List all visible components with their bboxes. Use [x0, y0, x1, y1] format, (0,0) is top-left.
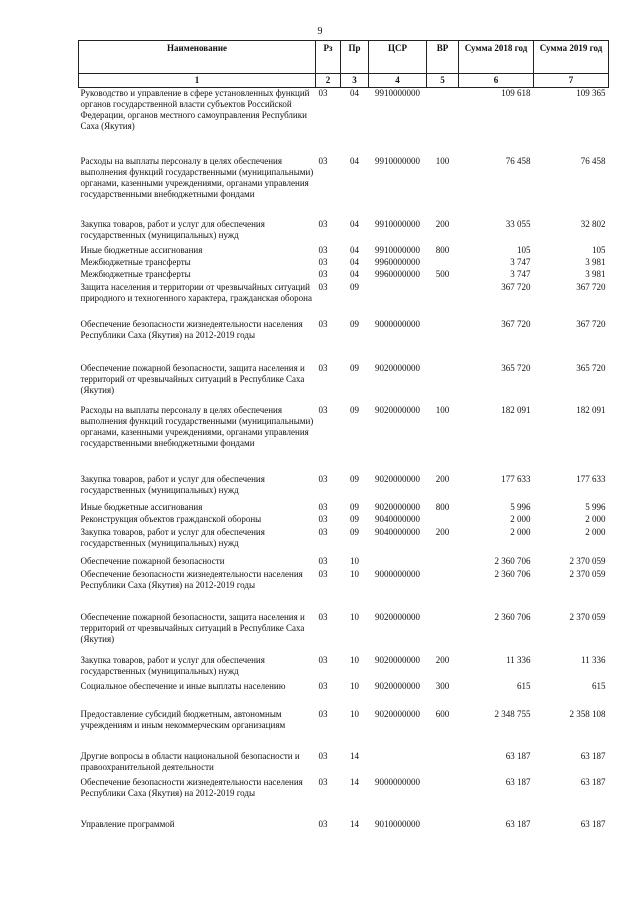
- row-csr: 9020000000: [375, 680, 420, 691]
- row-vr: [427, 88, 459, 156]
- row-name: Расходы на выплаты персоналу в целях обеспечения выполнения функций государственными (муниципальными) органами, казенными учреждениями, органами управления государственными внебюджетными фондами: [80, 404, 314, 448]
- row-vr: [427, 777, 459, 819]
- column-number: 6: [459, 74, 534, 88]
- row-vr: 100: [435, 155, 450, 166]
- row-vr: [427, 556, 459, 569]
- row-sum-2018: 367 720: [501, 281, 531, 292]
- row-sum-2019: 2 370 059: [569, 568, 606, 579]
- row-vr: [427, 612, 459, 655]
- column-number: 2: [316, 74, 341, 88]
- row-name: Руководство и управление в сфере установленных функций органов государственной власти субъектов Российской Федерации, органов местного самоуправления Республики Саха (Якутия): [80, 88, 310, 131]
- row-sum-2018: 615: [517, 680, 531, 691]
- row-csr: 9010000000: [375, 818, 420, 829]
- row-sum-2018: 177 633: [501, 473, 531, 484]
- row-pr: 09: [350, 501, 359, 512]
- row-sum-2018: 3 747: [510, 268, 531, 279]
- row-sum-2019: 367 720: [576, 318, 606, 329]
- row-sum-2019: 76 458: [580, 155, 606, 166]
- row-name: Предоставление субсидий бюджетным, автономным учреждениям и иным некоммерческим организациям: [80, 708, 286, 730]
- row-rz: 03: [318, 611, 328, 622]
- row-sum-2019: 2 370 059: [569, 555, 606, 566]
- row-vr: 500: [435, 268, 450, 279]
- row-name: Закупка товаров, работ и услуг для обеспечения государственных (муниципальных) нужд: [80, 526, 265, 548]
- row-sum-2019: 182 091: [576, 404, 606, 415]
- table-row: [79, 219, 609, 245]
- row-pr: 14: [350, 776, 359, 787]
- row-csr: 9020000000: [375, 362, 420, 373]
- row-sum-2018: 3 747: [510, 256, 531, 267]
- row-rz: 03: [318, 555, 328, 566]
- row-pr: 10: [350, 680, 359, 691]
- row-rz: 03: [318, 155, 328, 166]
- table-row: [79, 777, 609, 819]
- table-row: [79, 319, 609, 363]
- row-name: Закупка товаров, работ и услуг для обеспечения государственных (муниципальных) нужд: [80, 218, 265, 240]
- row-sum-2019: 615: [592, 680, 606, 691]
- row-sum-2019: 63 187: [580, 750, 606, 761]
- row-pr: 14: [350, 750, 359, 761]
- row-pr: 04: [350, 155, 359, 166]
- table-row: [79, 474, 609, 502]
- table-row: [79, 556, 609, 569]
- row-sum-2018: 2 000: [510, 526, 531, 537]
- header-vr: ВР: [427, 41, 459, 74]
- row-sum-2019: 63 187: [580, 818, 606, 829]
- row-pr: 10: [350, 708, 359, 719]
- row-rz: 03: [318, 526, 328, 537]
- row-rz: 03: [318, 256, 328, 267]
- row-sum-2019: 3 981: [585, 256, 606, 267]
- row-rz: 03: [318, 708, 328, 719]
- row-csr: 9000000000: [375, 776, 420, 787]
- row-pr: 09: [350, 526, 359, 537]
- row-sum-2018: 109 618: [501, 88, 531, 98]
- row-sum-2019: 365 720: [576, 362, 606, 373]
- table-row: [79, 681, 609, 709]
- table-row: [79, 709, 609, 751]
- row-sum-2018: 2 360 706: [494, 555, 531, 566]
- row-pr: 04: [350, 268, 359, 279]
- header-csr: ЦСР: [369, 41, 427, 74]
- row-sum-2018: 105: [517, 244, 531, 255]
- row-csr: 9020000000: [375, 611, 420, 622]
- row-sum-2019: 3 981: [585, 268, 606, 279]
- row-vr: 200: [435, 654, 450, 665]
- row-vr: 200: [435, 473, 450, 484]
- row-sum-2018: 367 720: [501, 318, 531, 329]
- row-csr: 9910000000: [375, 244, 420, 255]
- row-pr: 09: [350, 318, 359, 329]
- row-pr: 09: [350, 362, 359, 373]
- budget-table: [78, 40, 609, 839]
- column-number-row: [79, 74, 609, 88]
- row-pr: 09: [350, 281, 359, 292]
- row-sum-2019: 2 370 059: [569, 611, 606, 622]
- row-name: Расходы на выплаты персоналу в целях обеспечения выполнения функций государственными (муниципальными) органами, казенными учреждениями, органами управления государственными внебюджетными фондами: [80, 155, 314, 199]
- row-rz: 03: [318, 680, 328, 691]
- row-vr: 600: [435, 708, 450, 719]
- row-csr: 9020000000: [375, 708, 420, 719]
- row-rz: 03: [318, 818, 328, 829]
- row-rz: 03: [318, 776, 328, 787]
- row-sum-2019: 2 000: [585, 526, 606, 537]
- row-name: Межбюджетные трансферты: [80, 268, 191, 279]
- header-rz: Рз: [316, 41, 341, 74]
- row-pr: 04: [350, 218, 359, 229]
- row-vr: [427, 319, 459, 363]
- row-pr: 09: [350, 404, 359, 415]
- row-sum-2019: 63 187: [580, 776, 606, 787]
- row-vr: 100: [435, 404, 450, 415]
- table-row: [79, 751, 609, 777]
- row-sum-2018: 2 348 755: [494, 708, 531, 719]
- row-csr: 9040000000: [375, 513, 420, 524]
- table-row: [79, 655, 609, 681]
- row-sum-2019: 11 336: [581, 654, 606, 665]
- row-sum-2019: 105: [592, 244, 606, 255]
- row-rz: 03: [318, 362, 328, 373]
- header-name: Наименование: [79, 41, 316, 74]
- row-sum-2018: 63 187: [505, 818, 531, 829]
- row-vr: [427, 363, 459, 405]
- row-rz: 03: [318, 281, 328, 292]
- row-name: Обеспечение пожарной безопасности, защита населения и территорий от чрезвычайных ситуаций в Республике Саха (Якутия): [80, 611, 305, 644]
- row-rz: 03: [318, 88, 328, 98]
- row-pr: 10: [350, 611, 359, 622]
- row-vr: 800: [435, 244, 450, 255]
- row-rz: 03: [318, 404, 328, 415]
- row-rz: 03: [318, 750, 328, 761]
- row-sum-2019: 367 720: [576, 281, 606, 292]
- row-pr: 04: [350, 256, 359, 267]
- row-sum-2018: 63 187: [505, 750, 531, 761]
- row-csr: 9040000000: [375, 526, 420, 537]
- row-name: Закупка товаров, работ и услуг для обеспечения государственных (муниципальных) нужд: [80, 473, 265, 495]
- row-sum-2019: 109 365: [576, 88, 606, 98]
- row-rz: 03: [318, 268, 328, 279]
- row-vr: [427, 819, 459, 839]
- row-pr: 09: [350, 513, 359, 524]
- row-name: Межбюджетные трансферты: [80, 256, 191, 267]
- row-csr: 9910000000: [375, 88, 420, 98]
- row-csr: 9960000000: [375, 268, 420, 279]
- header-pr: Пр: [341, 41, 369, 74]
- row-sum-2018: 33 055: [505, 218, 531, 229]
- row-vr: [427, 569, 459, 612]
- row-name: Иные бюджетные ассигнования: [80, 501, 203, 512]
- row-name: Реконструкция объектов гражданской обороны: [80, 513, 262, 524]
- header-sum-2018: Сумма 2018 год: [459, 41, 534, 74]
- table-row: [79, 156, 609, 219]
- row-name: Другие вопросы в области национальной безопасности и правоохранительной деятельности: [80, 750, 300, 772]
- row-sum-2019: 5 996: [585, 501, 606, 512]
- column-number: 5: [427, 74, 459, 88]
- row-sum-2018: 76 458: [505, 155, 531, 166]
- row-sum-2018: 2 360 706: [494, 611, 531, 622]
- row-csr: [369, 751, 427, 777]
- table-row: [79, 527, 609, 556]
- table-row: [79, 502, 609, 514]
- row-csr: 9910000000: [375, 155, 420, 166]
- row-sum-2019: 2 358 108: [569, 708, 606, 719]
- row-vr: 800: [435, 501, 450, 512]
- row-sum-2018: 63 187: [505, 776, 531, 787]
- table-row: [79, 245, 609, 257]
- row-name: Управление программой: [80, 818, 175, 829]
- row-rz: 03: [318, 244, 328, 255]
- table-row: [79, 88, 609, 156]
- row-csr: 9000000000: [375, 568, 420, 579]
- row-name: Социальное обеспечение и иные выплаты населению: [80, 680, 286, 691]
- page-number: 9: [317, 26, 323, 37]
- row-sum-2018: 182 091: [501, 404, 531, 415]
- row-pr: 10: [350, 555, 359, 566]
- row-sum-2018: 2 000: [510, 513, 531, 524]
- row-pr: 04: [350, 88, 359, 98]
- row-pr: 14: [350, 818, 359, 829]
- table-row: [79, 257, 609, 269]
- table-row: [79, 363, 609, 405]
- row-sum-2019: 2 000: [585, 513, 606, 524]
- column-number: 7: [534, 74, 609, 88]
- row-name: Обеспечение безопасности жизнедеятельности населения Республики Саха (Якутия) на 2012-2019 годы: [80, 776, 303, 798]
- row-sum-2019: 32 802: [580, 218, 606, 229]
- row-rz: 03: [318, 473, 328, 484]
- table-row: [79, 282, 609, 319]
- table-row: [79, 269, 609, 282]
- row-name: Обеспечение безопасности жизнедеятельности населения Республики Саха (Якутия) на 2012-2019 годы: [80, 318, 303, 340]
- row-sum-2018: 365 720: [501, 362, 531, 373]
- row-sum-2018: 2 360 706: [494, 568, 531, 579]
- row-csr: 9960000000: [375, 256, 420, 267]
- row-vr: [427, 514, 459, 527]
- row-rz: 03: [318, 513, 328, 524]
- row-csr: 9020000000: [375, 654, 420, 665]
- table-row: [79, 405, 609, 474]
- header-sum-2019: Сумма 2019 год: [534, 41, 609, 74]
- row-sum-2019: 177 633: [576, 473, 606, 484]
- row-csr: 9020000000: [375, 473, 420, 484]
- row-rz: 03: [318, 218, 328, 229]
- table-body: [79, 88, 609, 839]
- row-name: Иные бюджетные ассигнования: [80, 244, 203, 255]
- row-name: Закупка товаров, работ и услуг для обеспечения государственных (муниципальных) нужд: [80, 654, 265, 676]
- row-vr: [427, 751, 459, 777]
- row-vr: 300: [435, 680, 450, 691]
- row-name: Обеспечение пожарной безопасности: [80, 555, 225, 566]
- row-sum-2018: 5 996: [510, 501, 531, 512]
- row-csr: 9910000000: [375, 218, 420, 229]
- table-row: [79, 569, 609, 612]
- column-number: 1: [79, 74, 316, 88]
- row-rz: 03: [318, 318, 328, 329]
- row-csr: 9020000000: [375, 501, 420, 512]
- row-pr: 04: [350, 244, 359, 255]
- row-pr: 10: [350, 568, 359, 579]
- table-row: [79, 819, 609, 839]
- column-number: 3: [341, 74, 369, 88]
- row-vr: [427, 282, 459, 319]
- table-row: [79, 514, 609, 527]
- row-name: Обеспечение безопасности жизнедеятельности населения Республики Саха (Якутия) на 2012-2019 годы: [80, 568, 303, 590]
- header-row: [79, 41, 609, 74]
- row-csr: [369, 556, 427, 569]
- row-rz: 03: [318, 654, 328, 665]
- row-rz: 03: [318, 501, 328, 512]
- row-vr: 200: [435, 218, 450, 229]
- row-rz: 03: [318, 568, 328, 579]
- row-name: Обеспечение пожарной безопасности, защита населения и территорий от чрезвычайных ситуаций в Республике Саха (Якутия): [80, 362, 305, 395]
- row-vr: 200: [435, 526, 450, 537]
- row-csr: 9020000000: [375, 404, 420, 415]
- row-vr: [427, 257, 459, 269]
- row-csr: 9000000000: [375, 318, 420, 329]
- row-pr: 09: [350, 473, 359, 484]
- row-csr: [369, 282, 427, 319]
- row-sum-2018: 11 336: [506, 654, 531, 665]
- row-name: Защита населения и территории от чрезвычайных ситуаций природного и техногенного характера, гражданская оборона: [80, 281, 312, 303]
- table-row: [79, 612, 609, 655]
- row-pr: 10: [350, 654, 359, 665]
- column-number: 4: [369, 74, 427, 88]
